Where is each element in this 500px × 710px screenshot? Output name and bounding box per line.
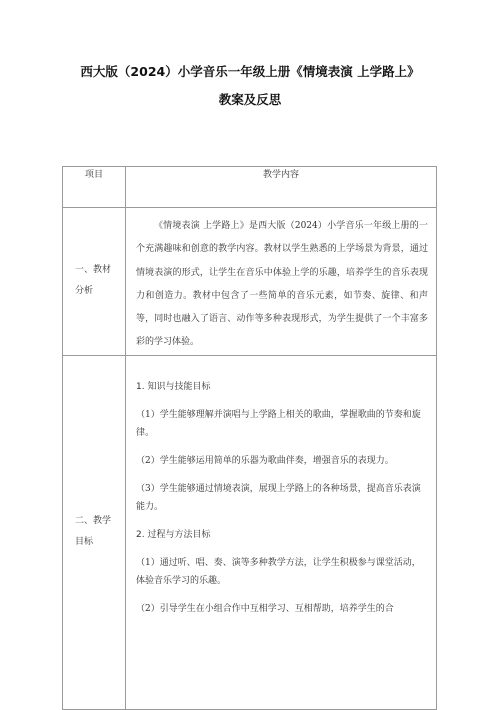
document-title-line2: 教案及反思 — [218, 92, 282, 107]
lesson-plan-table — [62, 166, 437, 710]
goal-heading: 1. 知识与技能目标 — [136, 381, 211, 392]
header-content: 教学内容 — [126, 167, 437, 208]
row-label-line: 二、教学 — [75, 516, 112, 527]
textbook-analysis-text: 《情境表演 上学路上》是西大版（2024）小学音乐一年级上册的一个充满趣味和创意的教学内容。教材以学生熟悉的上学场景为背景，通过情境表演的形式，让学生在音乐中体验上学的乐趣，培养学生的音乐表现力和创造力。教材中包含了一些简单的音乐元素，如节奏、旋律、和声等，同时也融入了语言、动作等多种表现形式，为学生提供了一个丰富多彩的学习体验。 — [136, 221, 428, 348]
header-item: 项目 — [63, 167, 126, 208]
row-label-line: 分析 — [75, 286, 94, 297]
row-content-cell — [126, 208, 437, 356]
goal-item: （1）通过听、唱、奏、演等多种教学方法，让学生积极参与课堂活动，体验音乐学习的乐趣。 — [136, 557, 421, 586]
goal-item: （2）引导学生在小组合作中互相学习、互相帮助，培养学生的合 — [136, 603, 394, 614]
goal-item: （1）学生能够理解并演唱与上学路上相关的歌曲，掌握歌曲的节奏和旋律。 — [136, 409, 421, 438]
goal-item: （3）学生能够通过情境表演，展现上学路上的各种场景，提高音乐表演能力。 — [136, 483, 421, 512]
goal-item: （2）学生能够运用简单的乐器为歌曲伴奏，增强音乐的表现力。 — [136, 455, 394, 466]
row-content-cell — [126, 355, 437, 709]
table-row-teaching-goals — [63, 355, 437, 709]
table-header-row — [63, 167, 437, 208]
goal-heading: 2. 过程与方法目标 — [136, 529, 211, 540]
row-label-line: 目标 — [75, 537, 94, 548]
document-title-line1: 西大版（2024）小学音乐一年级上册《情境表演 上学路上》 — [80, 64, 420, 79]
table-row-textbook-analysis — [63, 208, 437, 356]
row-label-cell — [63, 208, 126, 356]
row-label-line: 一、教材 — [75, 265, 112, 276]
row-label-cell — [63, 355, 126, 709]
